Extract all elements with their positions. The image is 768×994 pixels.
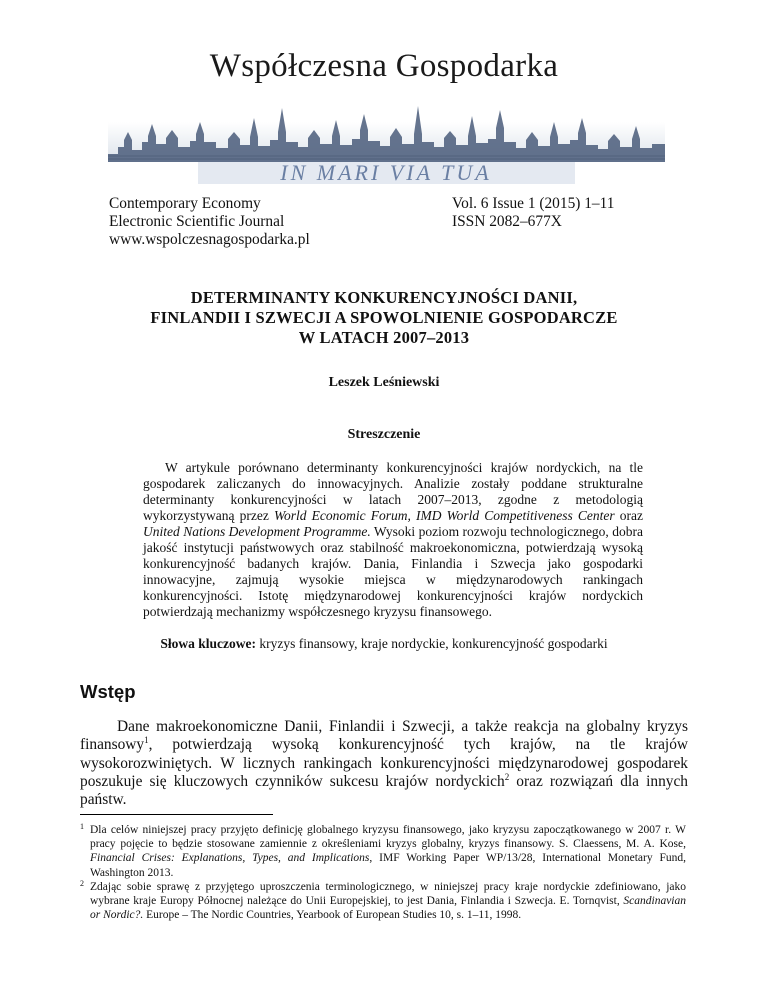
footnote-ref-1[interactable]: 1 [144, 735, 149, 746]
footnote-number: 2 [80, 878, 84, 888]
footnote-2: 2 Zdając sobie sprawę z przyjętego uproszczenia terminologicznego, w niniejszej pracy kraje nordyckie zdefiniowano, jako wybrane kraje Europy Północnej należące do Unii Europejskiej, to jest Dania, Finlandia i Szwecja. E. Tornqvist, Scandinavian or Nordic?. Europe – The Nordic Countries, Yearbook of European Studies 10, s. 1–11, 1998. [80, 878, 686, 922]
keywords-list: kryzys finansowy, kraje nordyckie, konkurencyjność gospodarki [256, 636, 608, 651]
author-name: Leszek Leśniewski [328, 375, 440, 390]
footnote-number: 1 [80, 822, 84, 831]
article-title [80, 288, 688, 348]
journal-issn: ISSN 2082–677X [452, 213, 562, 230]
title-line: W LATACH 2007–2013 [298, 328, 470, 347]
journal-meta-left [109, 195, 310, 249]
journal-volume: Vol. 6 Issue 1 (2015) 1–11 [452, 195, 615, 212]
journal-website[interactable]: www.wspolczesnagospodarka.pl [109, 231, 310, 248]
journal-type: Electronic Scientific Journal [109, 213, 285, 230]
journal-title: Współczesna Gospodarka [209, 48, 559, 84]
intro-paragraph: Dane makroekonomiczne Danii, Finlandii i Szwecji, a także reakcja na globalny kryzys finansowy$^1$, potwierdzają wysoką konkurencyjność tych krajów, na tle krajów wysokorozwiniętych. W licznych rankingach konkurencyjności międzynarodowej gospodarek poszukuje się kluczowych czynników sukcesu krajów nordyckich$^2$ oraz rozwiązań dla innych państw. [80, 718, 688, 809]
title-line: DETERMINANTY KONKURENCYJNOŚCI DANII, [190, 288, 578, 307]
city-skyline-banner [108, 92, 665, 192]
journal-meta-right [452, 195, 614, 231]
abstract-text: W artykule porównano determinanty konkurencyjności krajów nordyckich, na tle gospodarek zaliczanych do innowacyjnych. Analizie zostały poddane strukturalne determinanty konkurencyjności w latach 2007–2013, zgodne z metodologią wykorzystywaną przez World Economic Forum, IMD World Competitiveness Center oraz United Nations Development Programme. Wysoki poziom rozwoju technologicznego, dobra jakość instytucji państwowych oraz stabilność makroekonomiczna, potwierdzają wysoką konkurencyjność badanych krajów. Dania, Finlandia i Szwecja jako gospodarki innowacyjne, zajmują wysokie miejsca w międzynarodowych rankingach konkurencyjności. Istotę międzynarodowej konkurencyjności krajów nordyckich potwierdzają mechanizmy współczesnego kryzysu finansowego. [143, 460, 644, 619]
banner-motto: IN MARI VIA TUA [280, 160, 492, 185]
footnote-ref-2[interactable]: 2 [504, 771, 510, 782]
title-line: FINLANDII I SZWECJI A SPOWOLNIENIE GOSPODARCZE [150, 308, 618, 327]
footnotes [80, 823, 686, 922]
section-heading: Wstęp [80, 681, 136, 702]
footnote-divider [80, 814, 273, 815]
abstract-heading: Streszczenie [347, 427, 421, 442]
keywords [0, 636, 768, 652]
keywords-label: Słowa kluczowe: [160, 636, 257, 651]
journal-english-name: Contemporary Economy [109, 195, 261, 212]
footnote-1: 1 Dla celów niniejszej pracy przyjęto definicję globalnego kryzysu finansowego, jako kryzysu zapoczątkowanego w 2007 r. W pracy pojęcie to będzie stosowane zamiennie z określeniami kryzys globalny, kryzys finansowy. S. Claessens, M. A. Kose, Financial Crises: Explanations, Types, and Implications, IMF Working Paper WP/13/28, International Monetary Fund, Washington 2013. [80, 822, 686, 879]
